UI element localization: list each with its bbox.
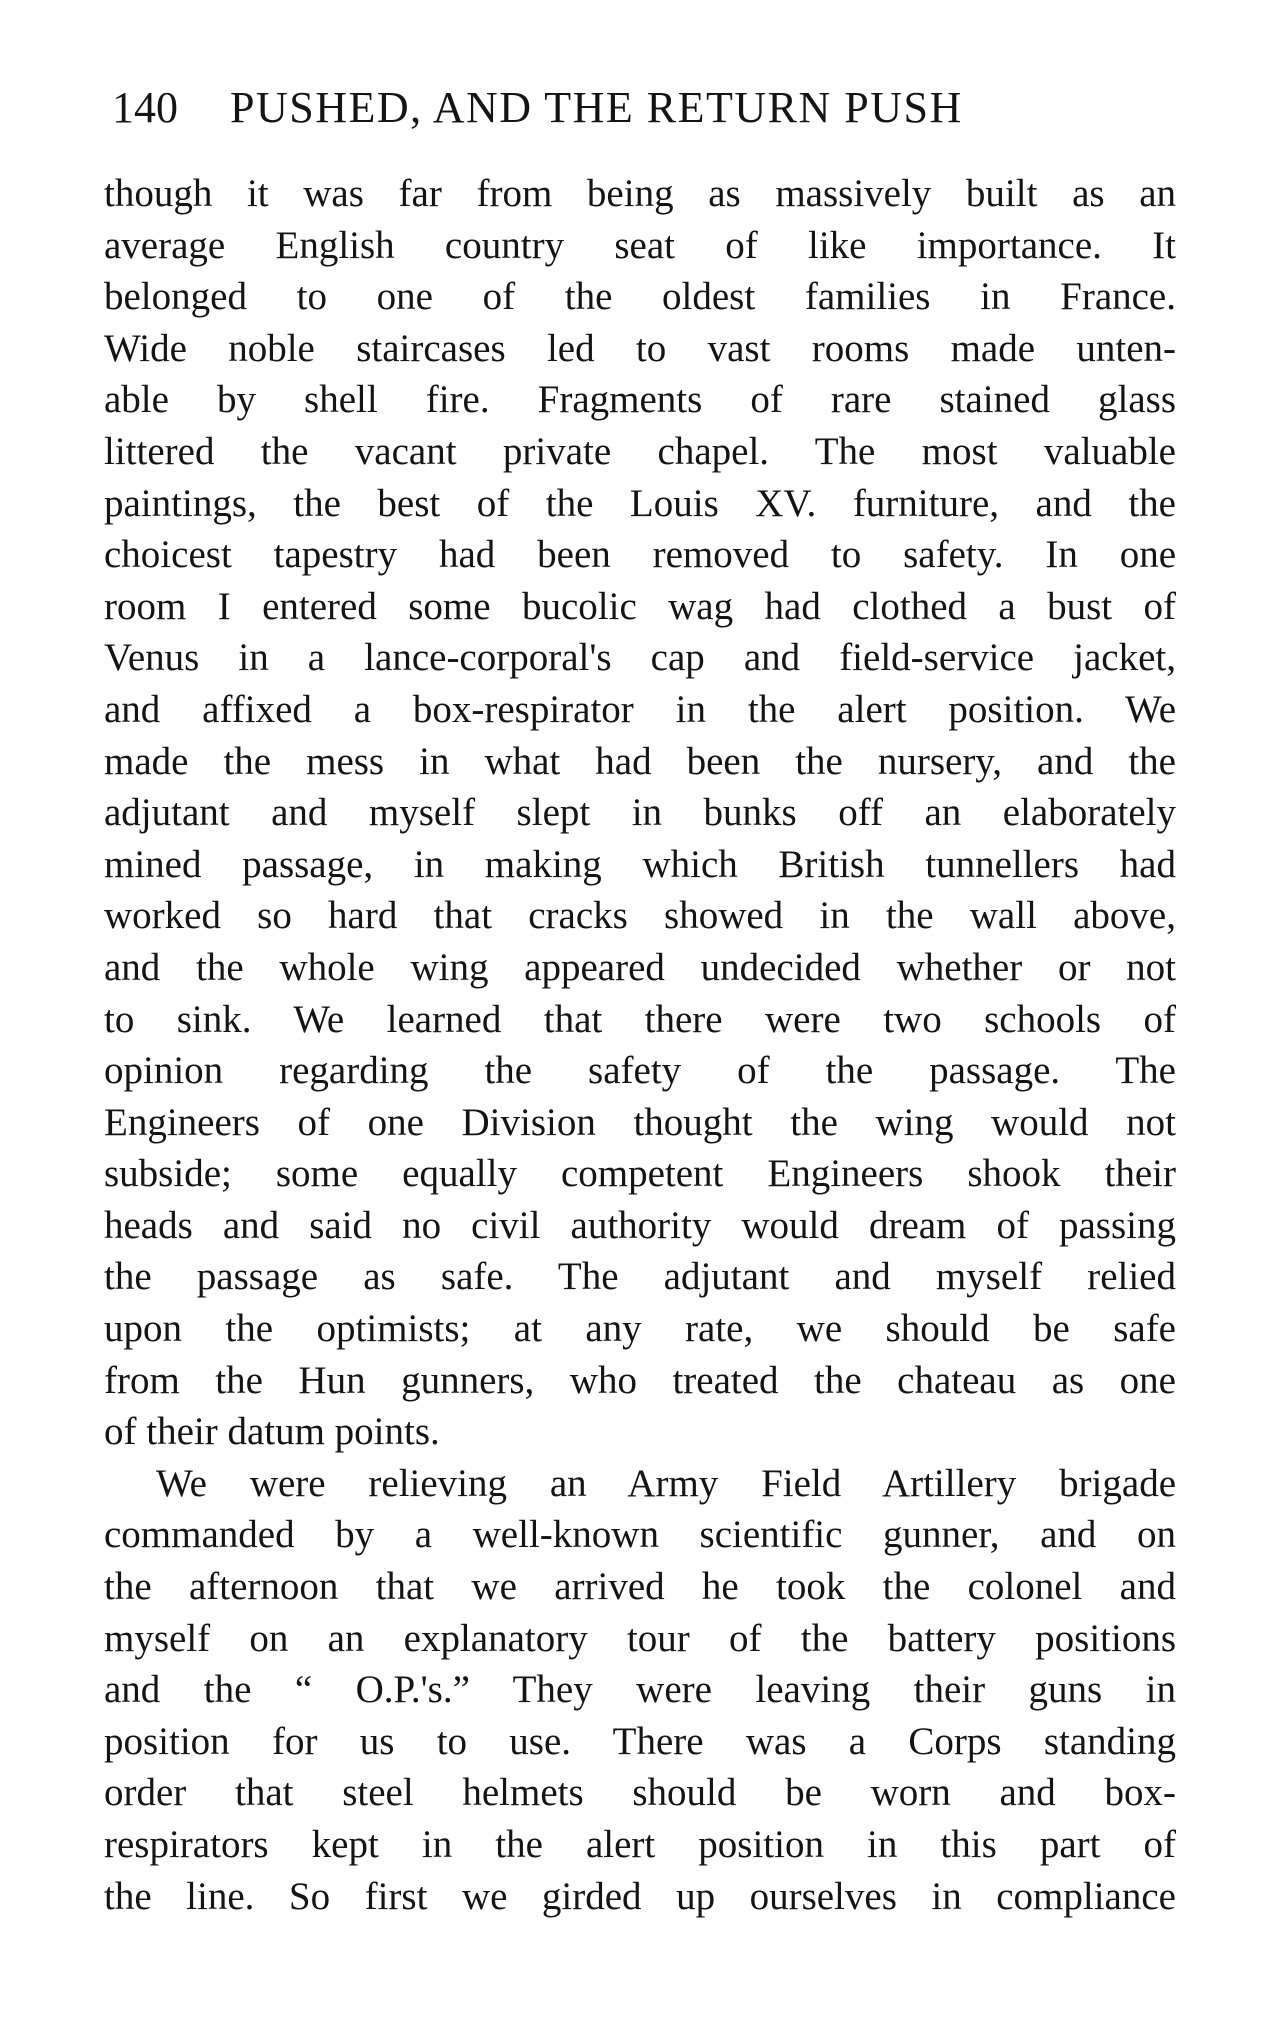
text-line: Venus in a lance-corporal's cap and field-service jacket,	[104, 636, 1176, 680]
paragraph-2	[104, 1458, 1176, 1922]
text-line: and affixed a box-respirator in the alert position. We	[104, 687, 1176, 731]
paragraph-1	[104, 168, 1176, 1458]
running-title: PUSHED, AND THE RETURN PUSH	[230, 83, 963, 132]
text-line: made the mess in what had been the nursery, and the	[104, 739, 1176, 783]
text-line: the line. So first we girded up ourselves in compliance	[104, 1874, 1176, 1918]
body-text	[104, 168, 1176, 1922]
text-line: the afternoon that we arrived he took the colonel and	[104, 1565, 1176, 1609]
text-line: and the whole wing appeared undecided whether or not	[104, 945, 1176, 989]
text-line: room I entered some bucolic wag had clothed a bust of	[104, 584, 1176, 628]
text-line: subside; some equally competent Engineers shook their	[104, 1152, 1176, 1196]
text-line: average English country seat of like importance. It	[104, 223, 1176, 267]
text-line: paintings, the best of the Louis XV. furniture, and the	[104, 481, 1176, 525]
text-line: heads and said no civil authority would dream of passing	[104, 1203, 1176, 1247]
text-line: commanded by a well-known scientific gunner, and on	[104, 1513, 1176, 1557]
text-line: to sink. We learned that there were two schools of	[104, 997, 1176, 1041]
text-line: able by shell fire. Fragments of rare stained glass	[104, 378, 1176, 422]
text-line: adjutant and myself slept in bunks off an elaborately	[104, 791, 1176, 835]
text-line: myself on an explanatory tour of the battery positions	[104, 1616, 1176, 1660]
text-line: opinion regarding the safety of the passage. The	[104, 1049, 1176, 1093]
text-line: upon the optimists; at any rate, we should be safe	[104, 1307, 1176, 1351]
text-line: mined passage, in making which British tunnellers had	[104, 842, 1176, 886]
text-line: the passage as safe. The adjutant and myself relied	[104, 1255, 1176, 1299]
text-line: worked so hard that cracks showed in the wall above,	[104, 894, 1176, 938]
text-line: Engineers of one Division thought the wing would not	[104, 1100, 1176, 1144]
text-line: order that steel helmets should be worn and box-	[104, 1771, 1176, 1815]
text-line: Wide noble staircases led to vast rooms made unten-	[104, 326, 1176, 370]
text-line: of their datum points.	[104, 1410, 440, 1454]
text-line: We were relieving an Army Field Artillery brigade	[156, 1461, 1176, 1505]
text-line: though it was far from being as massively built as an	[104, 172, 1176, 215]
text-line: belonged to one of the oldest families in France.	[104, 275, 1176, 319]
text-line: position for us to use. There was a Corps standing	[104, 1719, 1176, 1763]
text-line: and the “ O.P.'s.” They were leaving their guns in	[104, 1668, 1176, 1712]
page-number: 140	[112, 83, 178, 132]
text-line: choicest tapestry had been removed to safety. In one	[104, 533, 1176, 577]
text-line: littered the vacant private chapel. The most valuable	[104, 429, 1176, 473]
text-line: respirators kept in the alert position in this part of	[104, 1823, 1176, 1866]
text-line: from the Hun gunners, who treated the chateau as one	[104, 1358, 1176, 1402]
running-head	[112, 78, 1162, 138]
